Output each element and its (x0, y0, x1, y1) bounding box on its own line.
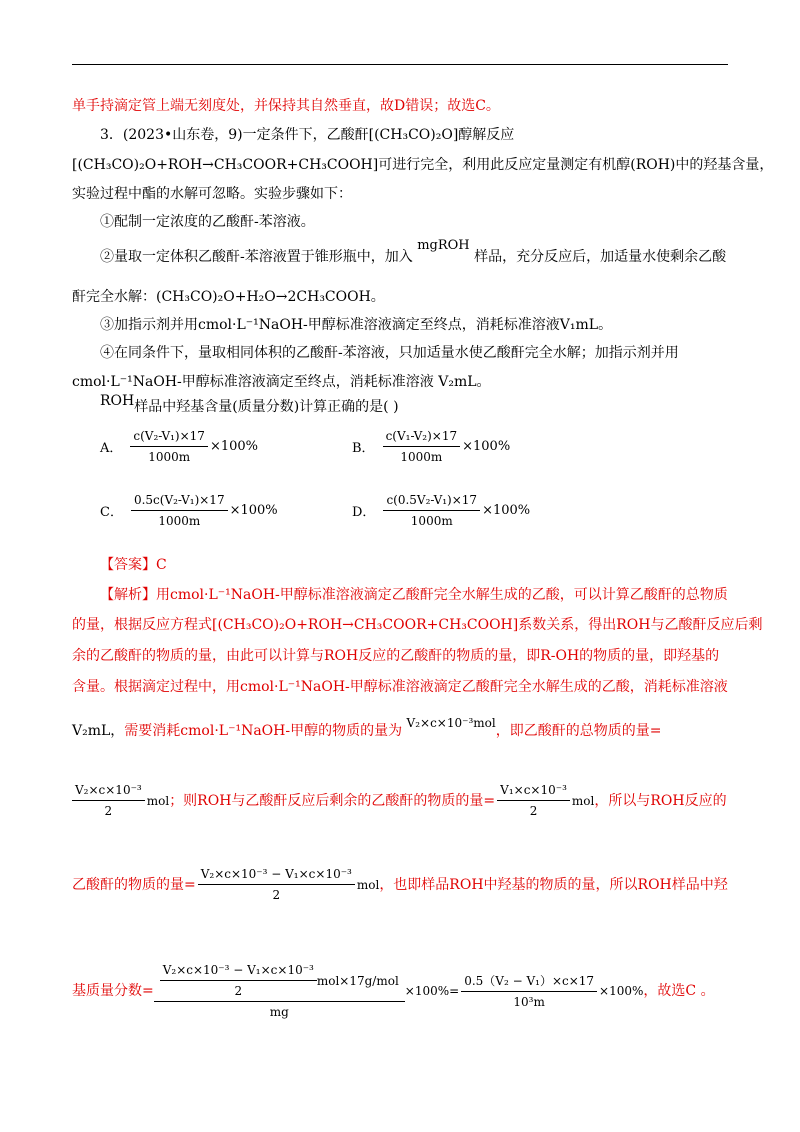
fraction-2-denominator: 2 (529, 804, 538, 818)
question-stem-line2: [(CH₃CO)₂O+ROH→CH₃COOR+CH₃COOH]可进行完全，利用此反应定量测定有机醇(ROH)中的羟基含量， (72, 157, 774, 173)
option-c-numerator: 0.5c(V₂-V₁)×17 (131, 492, 228, 511)
analysis-line5-text-c: ，即乙酸酐的总物质的量= (495, 723, 662, 739)
option-b-suffix: ×100% (462, 439, 511, 454)
fraction-4 (154, 962, 405, 1020)
option-c-suffix: ×100% (229, 503, 278, 518)
analysis-line1-text: 用cmol·L⁻¹NaOH-甲醇标准溶液滴定乙酸酐完全水解生成的乙酸，可以计算乙酸酐的总物质 (156, 587, 728, 603)
option-d[interactable] (352, 492, 530, 529)
ask-text: 样品中羟基含量(质量分数)计算正确的是( ) (134, 399, 399, 415)
fraction-3-numerator: V₂×c×10⁻³ − V₁×c×10⁻³ (198, 866, 355, 885)
analysis-line6-text-a: ；则ROH与乙酸酐反应后剩余的乙酸酐的物质的量= (169, 792, 496, 809)
analysis-line1 (100, 586, 728, 604)
fraction-4-denominator: mg (269, 1005, 289, 1019)
option-c-label: C． (100, 505, 123, 520)
analysis-line8-text-a: 基质量分数= (72, 983, 154, 999)
step-4-line2: cmol·L⁻¹NaOH-甲醇标准溶液滴定至终点，消耗标准溶液 V₂mL。 (72, 374, 491, 390)
fraction-1-numerator: V₂×c×10⁻³ (72, 782, 145, 801)
question-stem-line3: 实验过程中酯的水解可忽略。实验步骤如下： (72, 186, 352, 202)
fraction-5-denominator: 10³m (513, 994, 545, 1009)
option-a[interactable] (100, 428, 258, 465)
option-a-suffix: ×100% (209, 439, 258, 454)
fraction-2-numerator: V₁×c×10⁻³ (497, 782, 570, 801)
analysis-line7 (72, 866, 728, 903)
analysis-line4: 含量。根据滴定过程中，用cmol·L⁻¹NaOH-甲醇标准溶液滴定乙酸酐完全水解生成的乙酸，消耗标准溶液 (72, 679, 728, 695)
step-2-line1 (100, 238, 727, 267)
answer-value: C (156, 557, 167, 573)
fraction-1-unit: mol (146, 793, 170, 808)
fraction-4-suffix: ×100%= (404, 984, 460, 998)
step-1: ①配制一定浓度的乙酸酐-苯溶液。 (100, 214, 315, 230)
analysis-tag: 【解析】 (100, 587, 156, 603)
option-d-suffix: ×100% (482, 503, 531, 518)
analysis-line6-text-b: ，所以与ROH反应的 (594, 792, 727, 809)
fraction-4-inner-numerator: V₂×c×10⁻³ − V₁×c×10⁻³ (160, 962, 317, 981)
analysis-line5-text-b: 需要消耗cmol·L⁻¹NaOH-甲醇的物质的量为 (124, 723, 403, 739)
fraction-5-numerator: 0.5（V₂ − V₁）×c×17 (461, 973, 597, 992)
fraction-5-suffix: ×100% (599, 984, 644, 998)
step-2-text-b: 样品，充分反应后，加适量水使剩余乙酸 (474, 249, 727, 265)
header-rule (72, 64, 728, 65)
fraction-4-inner-suffix: mol×17g/mol (316, 973, 399, 988)
option-a-denominator: 1000m (148, 450, 191, 464)
fraction-4-inner-denominator: 2 (234, 984, 243, 998)
answer-tag: 【答案】 (100, 557, 156, 573)
option-d-denominator: 1000m (410, 514, 453, 528)
step-3: ③加指示剂并用cmol·L⁻¹NaOH-甲醇标准溶液滴定至终点，消耗标准溶液V₁mL。 (100, 317, 613, 333)
fraction-3-denominator: 2 (272, 888, 281, 902)
analysis-line7-text-b: ，也即样品ROH中羟基的物质的量，所以ROH样品中羟 (379, 876, 728, 893)
question-stem-line1: 3．(2023•山东卷，9)一定条件下，乙酸酐[(CH₃CO)₂O]醇解反应 (100, 127, 515, 143)
step-2-text-a: ②量取一定体积乙酸酐-苯溶液置于锥形瓶中，加入 (100, 249, 413, 265)
option-b[interactable] (352, 428, 510, 465)
step-2-line2: 酐完全水解：(CH₃CO)₂O+H₂O→2CH₃COOH。 (72, 289, 385, 305)
previous-answer-ending: 单手持滴定管上端无刻度处，并保持其自然垂直，故D错误；故选C。 (72, 98, 500, 114)
analysis-line3: 余的乙酸酐的物质的量，由此可以计算与ROH反应的乙酸酐的物质的量，即R-OH的物质的量，即羟基的 (72, 648, 720, 664)
question-ask (100, 393, 399, 416)
option-c[interactable] (100, 492, 278, 529)
option-a-numerator: c(V₂-V₁)×17 (130, 428, 208, 447)
option-b-label: B． (352, 441, 375, 456)
ask-roh: ROH (100, 393, 135, 409)
step-4-line1: ④在同条件下，量取相同体积的乙酸酐-苯溶液，只加适量水使乙酸酐完全水解；加指示剂并用 (100, 345, 679, 361)
analysis-line8-text-b: ，故选C 。 (643, 983, 715, 999)
fraction-1-denominator: 2 (104, 804, 113, 818)
analysis-line8 (72, 962, 715, 1020)
option-b-denominator: 1000m (400, 450, 443, 464)
option-d-label: D． (352, 505, 376, 520)
fraction-2-unit: mol (571, 793, 595, 808)
sample-formula: mgROH (417, 238, 470, 253)
analysis-line6 (72, 782, 727, 819)
fraction-3-unit: mol (356, 877, 380, 892)
analysis-line7-text-a: 乙酸酐的物质的量= (72, 876, 196, 893)
analysis-line2: 的量，根据反应方程式[(CH₃CO)₂O+ROH→CH₃COOR+CH₃COOH]系数关系，得出ROH与乙酸酐反应后剩 (72, 617, 763, 633)
option-c-denominator: 1000m (158, 514, 201, 528)
analysis-line5 (72, 716, 662, 740)
analysis-v2-ml: V₂mL， (72, 723, 125, 739)
option-a-label: A． (100, 441, 123, 456)
option-d-numerator: c(0.5V₂-V₁)×17 (383, 492, 480, 511)
option-b-numerator: c(V₁-V₂)×17 (383, 428, 461, 447)
analysis-line5-expr: V₂×c×10⁻³mol (406, 716, 496, 730)
answer-line (100, 556, 167, 574)
